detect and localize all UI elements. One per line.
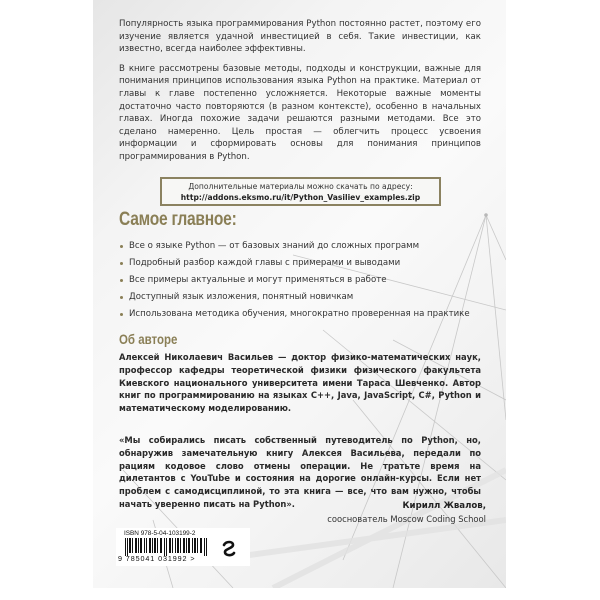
testimonial-role: сооснователь Moscow Coding School bbox=[327, 514, 486, 524]
intro-paragraph-2: В книге рассмотрены базовые методы, подходы и конструкции, важные для понимания принципов использования языка Python на практике. Материал от главы к главе постепенно усложняется. Некоторые важные моменты достаточно часто повторяются (в разном контексте), особенно в начальных главах. Иногда похожие задачи решаются разными методами. Все это сделано намеренно. Цель простая — облегчить процесс усвоения информации и сформировать основы для понимания принципов программирования в Python. bbox=[119, 63, 481, 162]
list-item: Подробный разбор каждой главы с примерами и выводами bbox=[119, 255, 489, 272]
highlights-heading: Самое главное: bbox=[119, 209, 237, 230]
testimonial-name: Кирилл Жвалов, bbox=[402, 501, 486, 511]
isbn-text: ISBN 978-5-04-103199-2 bbox=[124, 530, 196, 537]
intro-paragraph-1: Популярность языка программирования Python постоянно растет, поэтому его изучение является удачной инвестицией в себя. Такие инвестиции, как известно, всегда наиболее эффективны. bbox=[119, 19, 481, 55]
isbn-barcode-block bbox=[116, 528, 250, 566]
list-item: Использована методика обучения, многократно проверенная на практике bbox=[119, 306, 489, 323]
list-item: Доступный язык изложения, понятный новичкам bbox=[119, 289, 489, 306]
list-item: Все примеры актуальные и могут применяться в работе bbox=[119, 272, 489, 289]
intro-section bbox=[119, 18, 481, 172]
testimonial-quote: «Мы собирались писать собственный путеводитель по Python, но, обнаружив замечательную книгу Алексея Васильева, передали по рациям кодовое слово отмены операции. Не тратьте время на дилетантов с YouTube и состояния на дорогие онлайн-курсы. Если нет проблем с самодисциплиной, то эта книга — все, что вам нужно, чтобы начать уверенно писать на Python». bbox=[119, 435, 481, 509]
bullet-icon bbox=[120, 262, 123, 265]
bullet-icon bbox=[120, 245, 123, 248]
downloads-url[interactable]: http://addons.eksmo.ru/it/Python_Vasiliev_examples.zip bbox=[180, 193, 421, 202]
eksmo-logo-icon bbox=[220, 539, 238, 559]
testimonial-attribution bbox=[327, 500, 486, 526]
downloads-label: Дополнительные материалы можно скачать по адресу: bbox=[188, 182, 413, 191]
book-back-cover bbox=[93, 0, 506, 588]
highlights-list bbox=[119, 238, 489, 323]
list-item: Все о языке Python — от базовых знаний до сложных программ bbox=[119, 238, 489, 255]
barcode-digits: 9 785041 031992 > bbox=[118, 554, 196, 563]
bullet-icon bbox=[120, 313, 123, 316]
bullet-icon bbox=[120, 279, 123, 282]
downloads-box bbox=[160, 177, 441, 206]
author-heading: Об авторе bbox=[119, 331, 178, 347]
author-bio: Алексей Николаевич Васильев — доктор физико-математических наук, профессор кафедры теоретической физики физического факультета Киевского национального университета имени Тараса Шевченко. Автор книг по программированию на языках C++, Java, JavaScript, C#, Python и математическому моделированию. bbox=[119, 352, 481, 414]
bullet-icon bbox=[120, 296, 123, 299]
